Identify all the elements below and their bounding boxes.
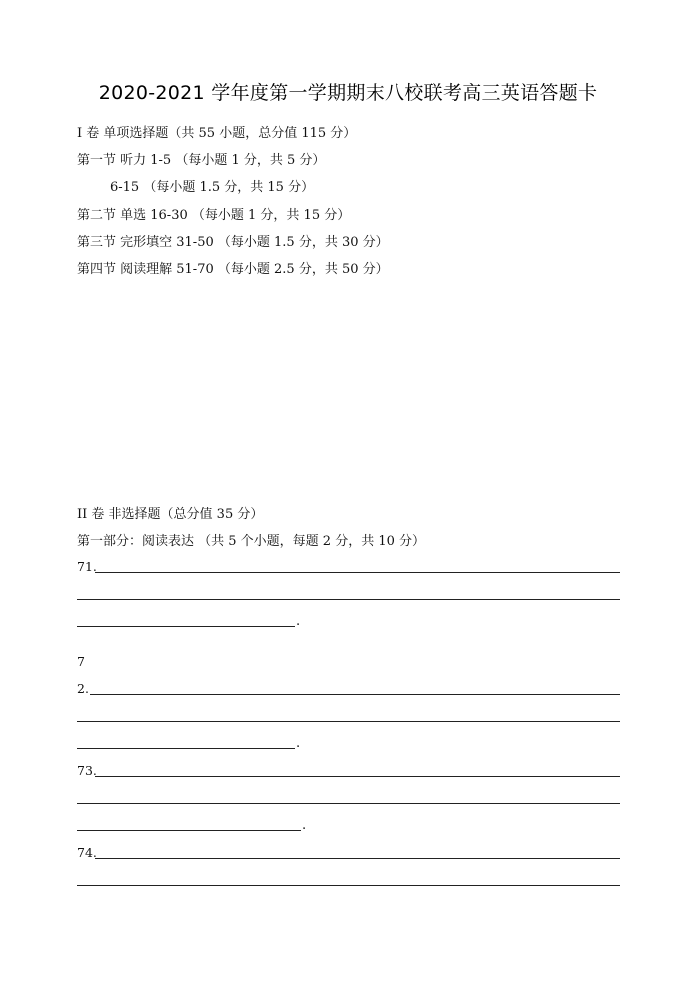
- answer-line[interactable]: [95, 776, 620, 777]
- answer-line[interactable]: [77, 748, 295, 749]
- answer-line[interactable]: [77, 803, 620, 804]
- part2-heading: II 卷 非选择题（总分值 35 分）: [77, 507, 264, 522]
- part1-heading: I 卷 单项选择题（共 55 小题，总分值 115 分）: [77, 126, 357, 141]
- section-listening-2: 6-15 （每小题 1.5 分，共 15 分）: [110, 180, 315, 195]
- section-single-choice: 第二节 单选 16-30 （每小题 1 分，共 15 分）: [77, 208, 351, 223]
- question-number: 74.: [77, 845, 97, 860]
- end-period: .: [296, 736, 301, 751]
- question-number: 7: [77, 654, 85, 669]
- answer-line[interactable]: [95, 572, 620, 573]
- answer-line[interactable]: [77, 599, 620, 600]
- question-number: 73.: [77, 763, 97, 778]
- section-reading: 第四节 阅读理解 51-70 （每小题 2.5 分，共 50 分）: [77, 262, 389, 277]
- question-number-cont: 2.: [77, 681, 89, 696]
- answer-line[interactable]: [77, 885, 620, 886]
- part2-subheading: 第一部分：阅读表达 （共 5 个小题，每题 2 分，共 10 分）: [77, 534, 426, 549]
- answer-line[interactable]: [77, 830, 301, 831]
- answer-line[interactable]: [77, 626, 295, 627]
- answer-line[interactable]: [95, 858, 620, 859]
- page-title: 2020-2021 学年度第一学期期末八校联考高三英语答题卡: [98, 82, 598, 104]
- answer-line[interactable]: [77, 721, 620, 722]
- section-cloze: 第三节 完形填空 31-50 （每小题 1.5 分，共 30 分）: [77, 235, 389, 250]
- section-listening-1: 第一节 听力 1-5 （每小题 1 分，共 5 分）: [77, 153, 326, 168]
- answer-line[interactable]: [90, 694, 620, 695]
- question-number: 71.: [77, 559, 97, 574]
- end-period: .: [302, 818, 307, 833]
- end-period: .: [296, 614, 301, 629]
